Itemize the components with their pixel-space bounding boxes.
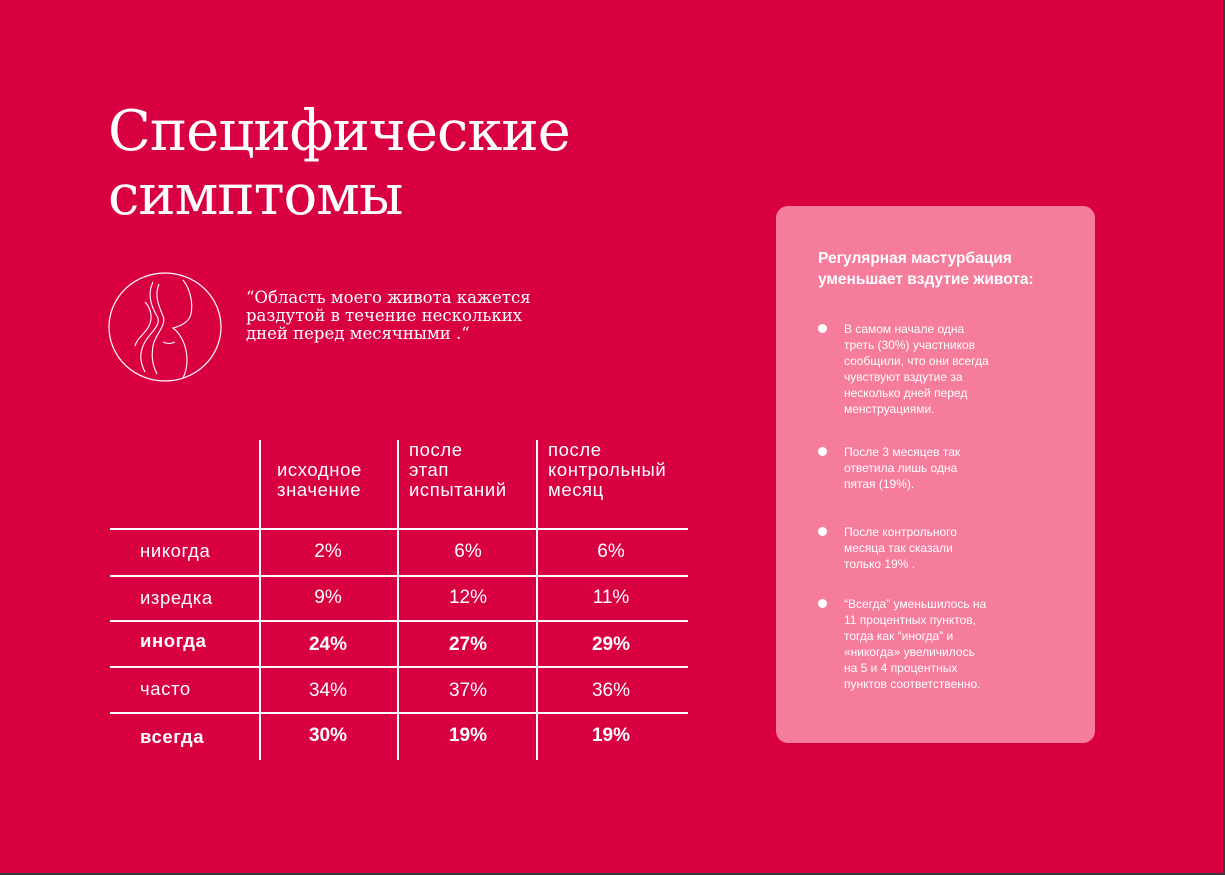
header-line: после — [548, 439, 602, 460]
bullet-dot-icon — [818, 447, 827, 456]
table-cell: 29% — [591, 634, 631, 655]
bullet-line: ответила лишь одна — [844, 461, 958, 475]
panel-title-line: Регулярная мастурбация — [818, 250, 1012, 267]
header-line: после — [409, 439, 463, 460]
table-cell: 27% — [448, 634, 488, 655]
column-header-trial — [409, 440, 507, 500]
bullet-line: треть (30%) участников — [844, 338, 976, 352]
bullet-line: После контрольного — [844, 525, 957, 539]
table-divider — [110, 666, 688, 668]
header-line: значение — [277, 479, 362, 500]
header-line: этап — [409, 459, 450, 480]
results-table — [110, 440, 688, 762]
table-cell: 9% — [314, 587, 342, 608]
table-cell: 36% — [591, 680, 631, 701]
table-cell: 30% — [308, 725, 348, 746]
bullet-line: только 19% . — [844, 557, 916, 571]
table-divider — [110, 620, 688, 622]
quote-line: “Область моего живота кажется — [246, 288, 531, 307]
page-title — [108, 100, 570, 228]
row-label-never: никогда — [140, 540, 211, 561]
row-label-rarely: изредка — [140, 587, 213, 608]
bullet-line: пятая (19%). — [844, 477, 915, 491]
bullet-line: чувствуют вздутие за — [844, 370, 963, 384]
quote-text — [246, 289, 566, 343]
header-line: исходное — [277, 459, 362, 480]
bullet-line: на 5 и 4 процентных — [844, 661, 958, 675]
table-cell: 12% — [448, 587, 488, 608]
bullet-line: В самом начале одна — [844, 322, 965, 336]
panel-title — [818, 248, 1078, 290]
panel-title-line: уменьшает вздутие живота: — [818, 271, 1034, 288]
list-item — [818, 524, 1068, 572]
header-line: месяц — [548, 479, 604, 500]
quote-line: раздутой в течение нескольких — [246, 306, 523, 325]
bullet-line: несколько дней перед — [844, 386, 968, 400]
row-label-always: всегда — [140, 726, 205, 747]
quote-line: дней перед месячными .“ — [246, 324, 470, 343]
table-cell: 2% — [314, 541, 342, 562]
bullet-dot-icon — [818, 599, 827, 608]
table-cell: 19% — [591, 725, 631, 746]
bullet-line: менструациями. — [844, 402, 935, 416]
header-line: испытаний — [409, 479, 507, 500]
bullet-line: пунктов соответственно. — [844, 677, 981, 691]
bullet-dot-icon — [818, 527, 827, 536]
info-panel — [776, 206, 1095, 743]
bullet-line: месяца так сказали — [844, 541, 953, 555]
bullet-line: После 3 месяцев так — [844, 445, 961, 459]
bullet-line: тогда как “иногда” и — [844, 629, 954, 643]
table-cell: 6% — [454, 541, 482, 562]
table-cell: 6% — [597, 541, 625, 562]
list-item — [818, 321, 1068, 417]
bullet-line: “Всегда” уменьшилось на — [844, 597, 987, 611]
table-cell: 24% — [308, 634, 348, 655]
table-cell: 34% — [308, 680, 348, 701]
table-cell: 19% — [448, 725, 488, 746]
column-header-baseline — [277, 460, 362, 500]
page-title-line: симптомы — [108, 163, 403, 228]
page-title-line: Специфические — [108, 99, 570, 164]
table-cell: 11% — [592, 587, 630, 608]
table-divider — [110, 528, 688, 530]
column-header-control — [548, 440, 666, 500]
bullet-dot-icon — [818, 324, 827, 333]
bullet-line: 11 процентных пунктов, — [844, 613, 977, 627]
header-line: контрольный — [548, 459, 667, 480]
list-item — [818, 444, 1068, 492]
bullet-line: «никогда» увеличилось — [844, 645, 975, 659]
list-item — [818, 596, 1068, 692]
belly-outline-icon — [107, 272, 223, 382]
row-label-often: часто — [140, 678, 191, 699]
table-cell: 37% — [448, 680, 488, 701]
table-divider — [110, 712, 688, 714]
bullet-line: сообщили, что они всегда — [844, 354, 989, 368]
row-label-sometimes: иногда — [140, 630, 207, 651]
table-divider — [110, 575, 688, 577]
